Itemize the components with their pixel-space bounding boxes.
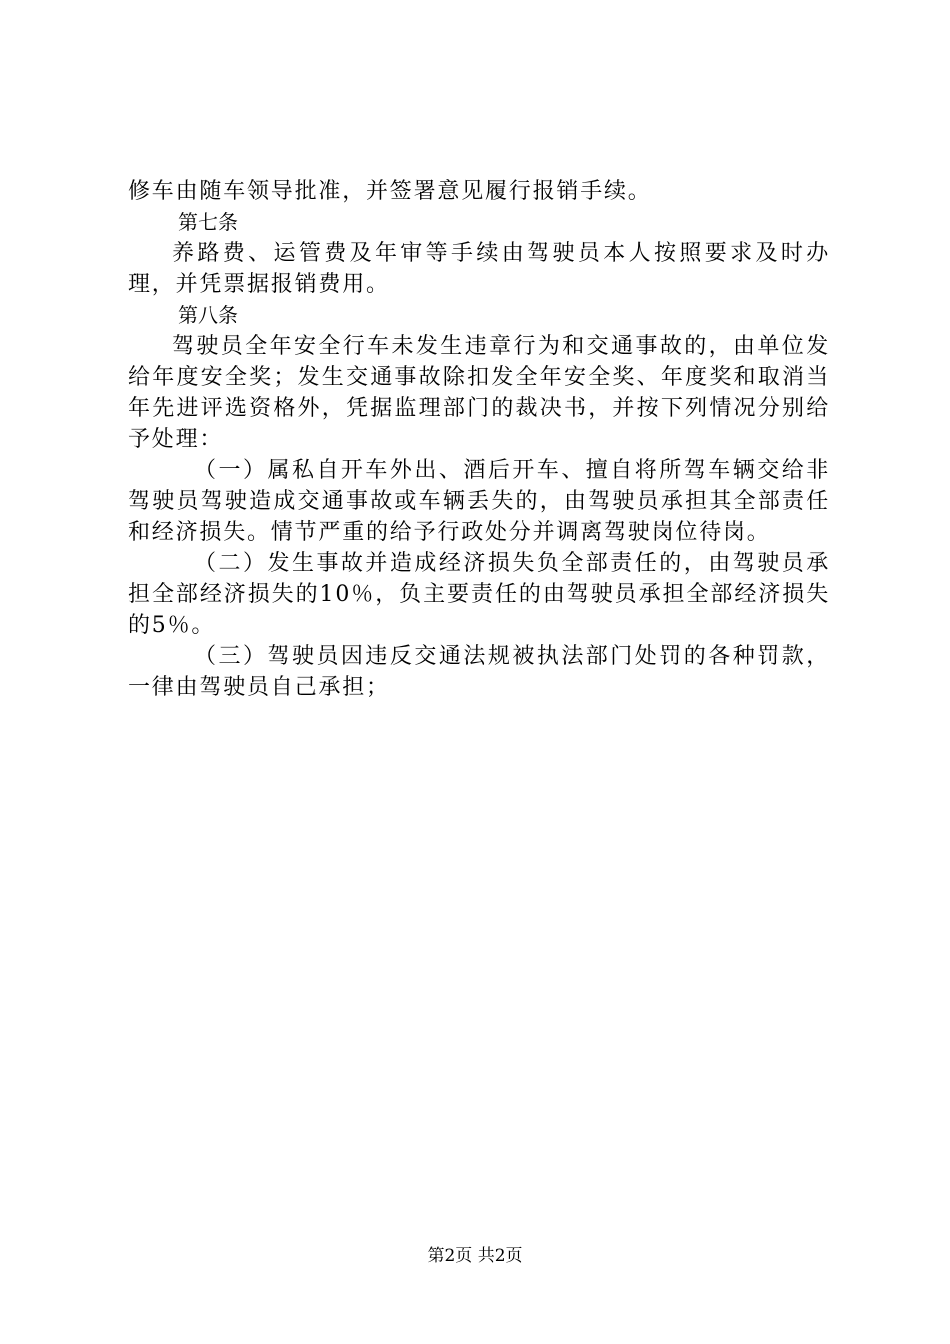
article-heading-8: 第八条 (178, 303, 238, 327)
paragraph-article-7: 养路费、运管费及年审等手续由驾驶员本人按照要求及时办理，并凭票据报销费用。 (128, 241, 830, 297)
paragraph-continuation: 修车由随车领导批准，并签署意见履行报销手续。 (128, 179, 652, 204)
page-number-footer: 第2页 共2页 (427, 1246, 523, 1266)
article-heading-7: 第七条 (178, 210, 238, 234)
paragraph-article-8: 驾驶员全年安全行车未发生违章行为和交通事故的，由单位发给年度安全奖；发生交通事故除扣发全年安全奖、年度奖和取消当年先进评选资格外，凭据监理部门的裁决书，并按下列情况分别给予处理： (128, 334, 830, 452)
paragraph-item-3: （三）驾驶员因违反交通法规被执法部门处罚的各种罚款，一律由驾驶员自己承担； (128, 644, 830, 700)
paragraph-item-1: （一）属私自开车外出、酒后开车、擅自将所驾车辆交给非驾驶员驾驶造成交通事故或车辆丢失的，由驾驶员承担其全部责任和经济损失。情节严重的给予行政处分并调离驾驶岗位待岗。 (128, 458, 830, 545)
document-body (128, 176, 830, 703)
paragraph-item-2: （二）发生事故并造成经济损失负全部责任的，由驾驶员承担全部经济损失的10％，负主要责任的由驾驶员承担全部经济损失的5％。 (128, 551, 830, 638)
